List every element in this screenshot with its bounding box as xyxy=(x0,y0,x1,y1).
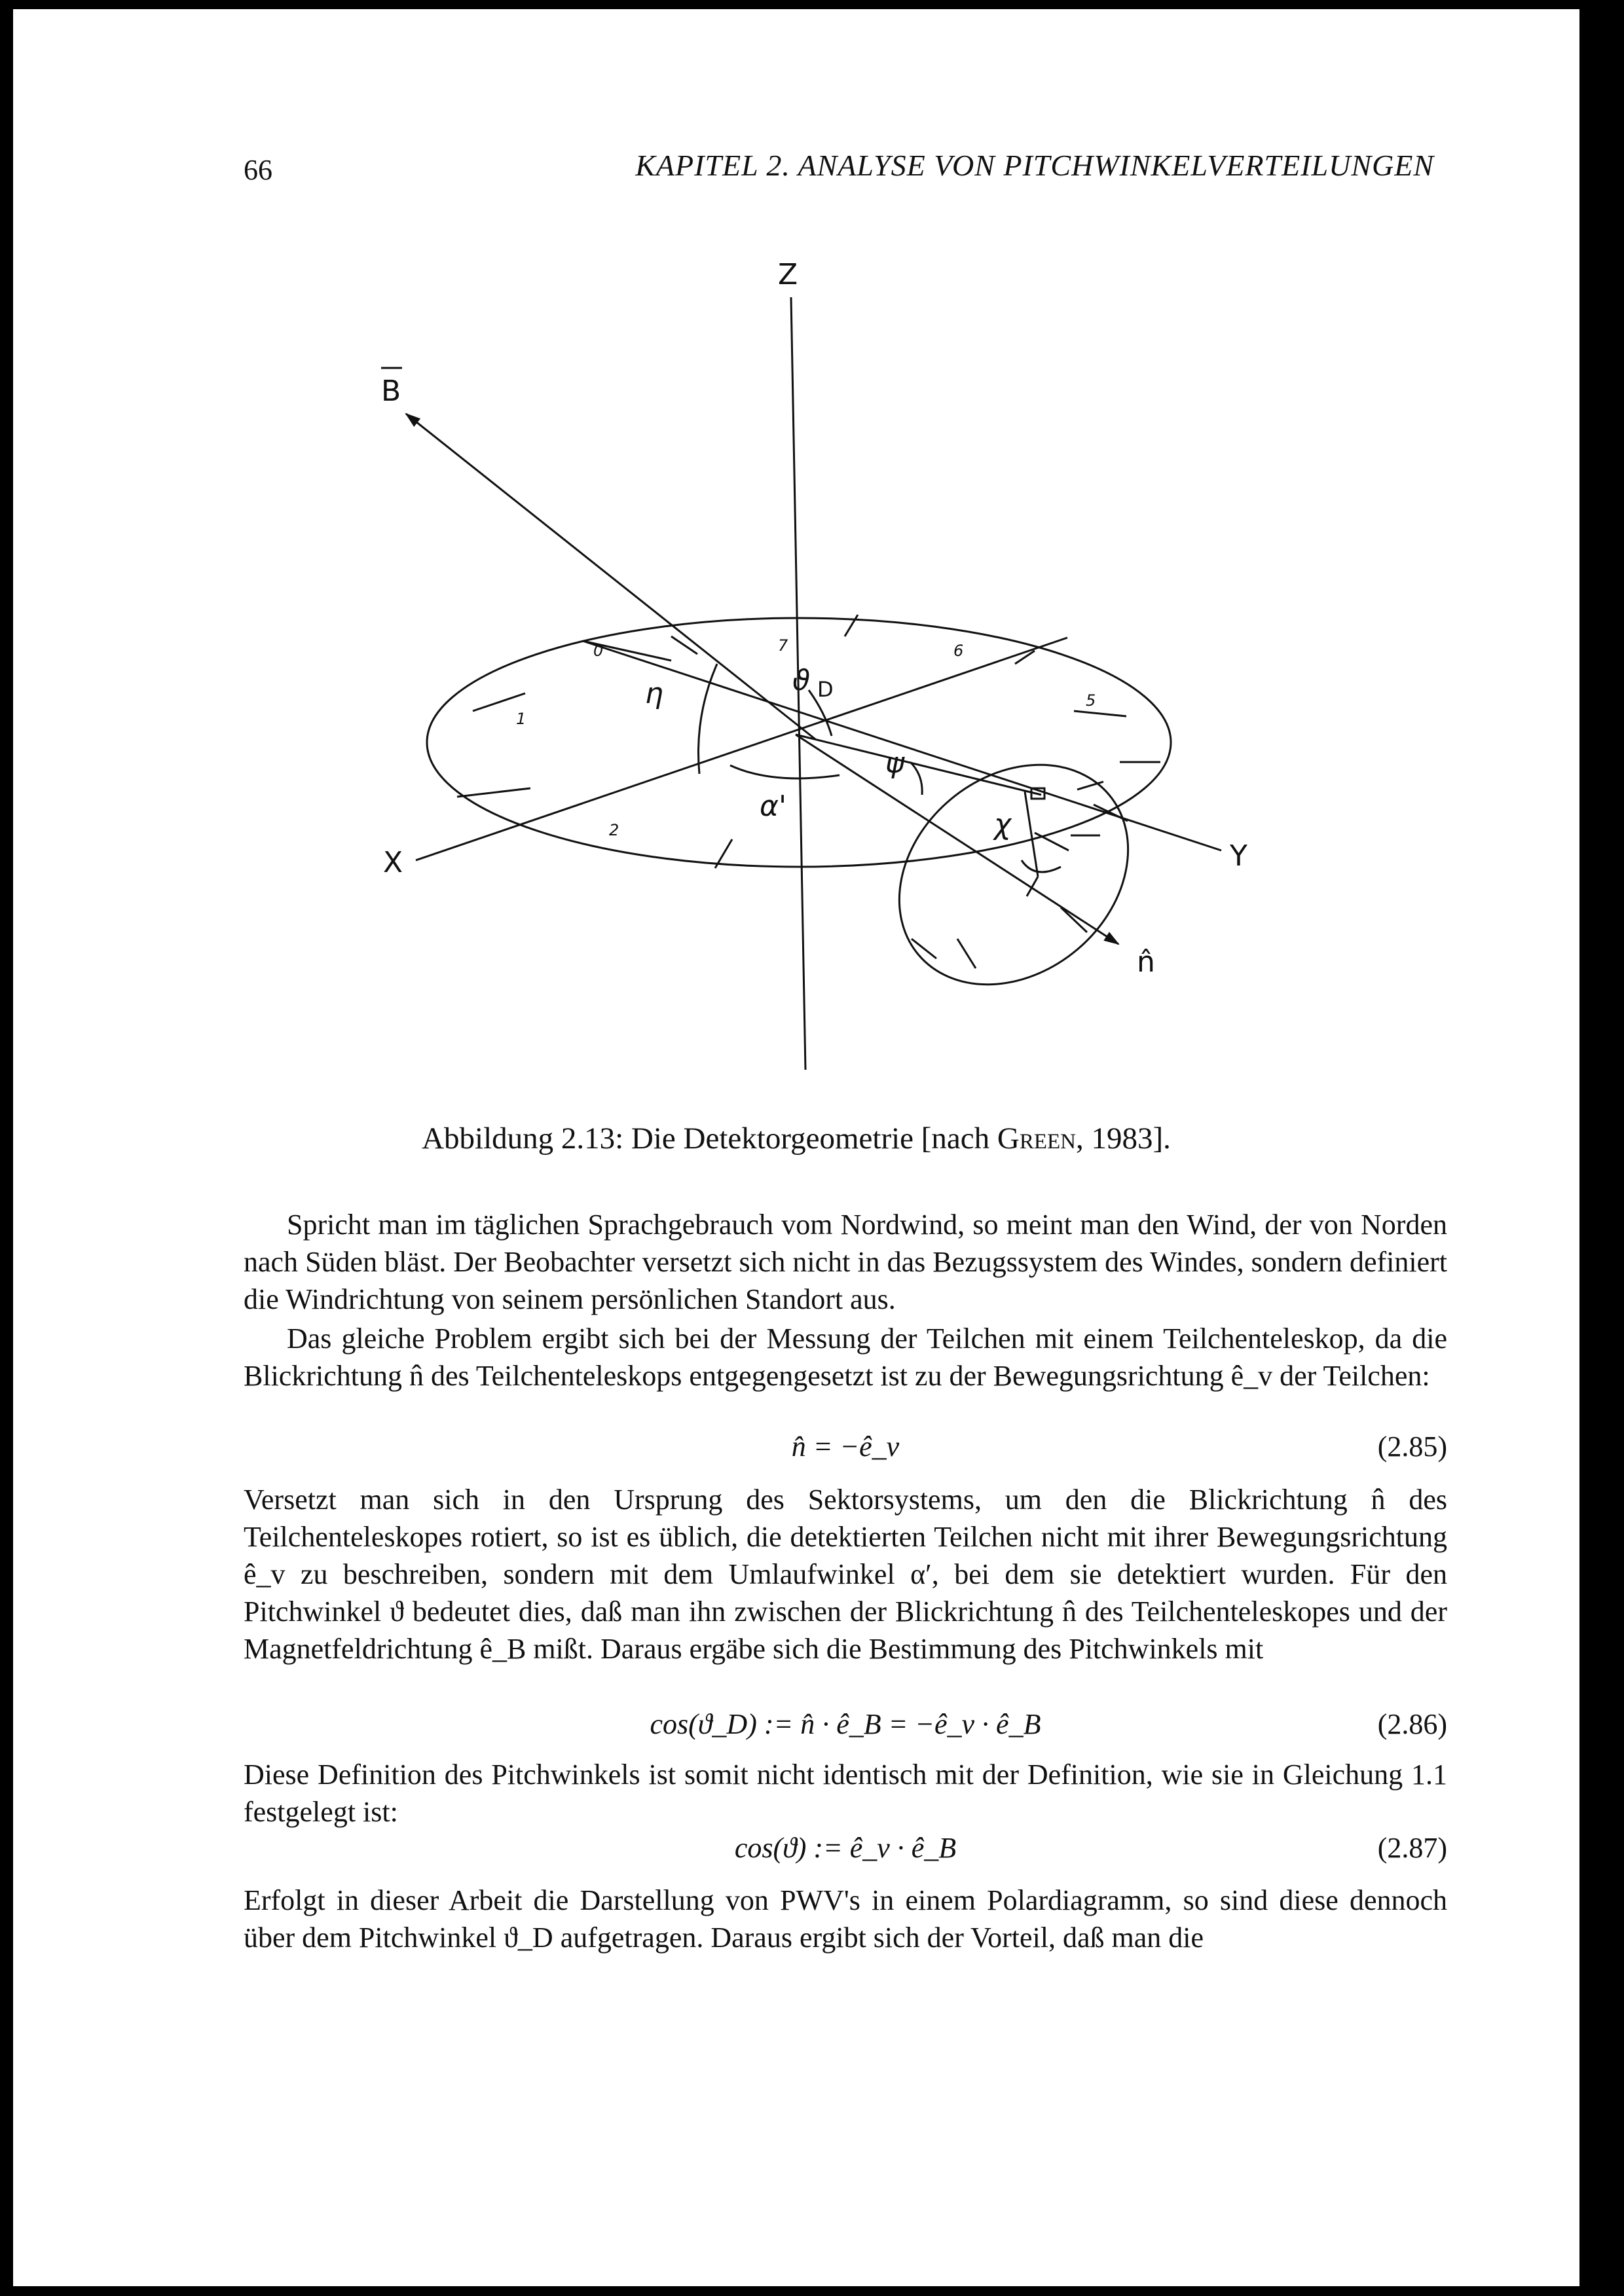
alpha-arc xyxy=(730,765,840,778)
page-number: 66 xyxy=(244,154,272,186)
y-label: Y xyxy=(1230,839,1247,873)
z-label: Z xyxy=(778,258,798,291)
psi-arc xyxy=(910,762,922,795)
figure-caption: Abbildung 2.13: Die Detektorgeometrie [nach Green, 1983]. xyxy=(422,1121,1171,1156)
sector-number: 1 xyxy=(516,710,526,728)
equation-number: (2.86) xyxy=(1377,1708,1447,1740)
eta-label: η xyxy=(645,677,663,710)
b-label: B xyxy=(381,374,401,408)
sector-number: 6 xyxy=(953,642,964,660)
paragraph: Versetzt man sich in den Ursprung des Sektorsystems, um den die Blickrichtung n̂ des Teilchenteleskopes rotiert, so ist es üblich, die detektierten Teilchen nicht mit ihrer Bewegungsrichtung ê_v zu beschreiben, sondern mit dem Umlaufwinkel α′, bei dem sie detektiert wurden. Für den Pitchwinkel ϑ bedeutet dies, daß man ihn zwischen der Blickrichtung n̂ des Teilchenteleskopes und der Magnetfeldrichtung ê_B mißt. Daraus ergäbe sich die Bestimmung des Pitchwinkels mit xyxy=(244,1484,1447,1665)
equation-expression: n̂ = −ê_v xyxy=(791,1430,900,1463)
caption-author: Green xyxy=(997,1121,1077,1156)
equation-expression: cos(ϑ) := ê_v · ê_B xyxy=(734,1832,957,1864)
paragraph: Diese Definition des Pitchwinkels ist somit nicht identisch mit der Definition, wie sie in Gleichung 1.1 festgelegt ist: xyxy=(244,1758,1447,1828)
detector-line xyxy=(796,735,1041,795)
chapter-title: KAPITEL 2. ANALYSE VON PITCHWINKELVERTEILUNGEN xyxy=(635,149,1434,182)
psi-label: ψ xyxy=(885,746,905,780)
equation-number: (2.87) xyxy=(1377,1832,1447,1864)
detector-geometry-figure xyxy=(13,9,1579,1116)
alpha-label: α' xyxy=(760,790,787,823)
paragraph: Spricht man im täglichen Sprachgebrauch vom Nordwind, so meint man den Wind, der von Norden nach Süden bläst. Der Beobachter versetzt sich nicht in das Bezugssystem des Windes, sondern definiert die Windrichtung von seinem persönlichen Standort aus. xyxy=(244,1209,1447,1315)
page xyxy=(13,9,1579,2286)
x-axis xyxy=(416,638,1067,860)
sector-number: 5 xyxy=(1086,691,1096,710)
sector-number: 2 xyxy=(609,821,619,839)
equation-number: (2.85) xyxy=(1377,1430,1447,1463)
equation-2-86 xyxy=(244,1707,1447,1740)
x-label: X xyxy=(383,846,403,879)
paragraph: Erfolgt in dieser Arbeit die Darstellung von PWV's in einem Polardiagramm, so sind diese dennoch über dem Pitchwinkel ϑ_D aufgetragen. Daraus ergibt sich der Vorteil, daß man die xyxy=(244,1884,1447,1954)
chi-label: χ xyxy=(994,808,1012,841)
equation-2-85 xyxy=(244,1430,1447,1463)
equation-2-87 xyxy=(244,1831,1447,1864)
n-vector xyxy=(796,735,1118,944)
sector-number: 0 xyxy=(593,642,604,660)
paragraph: Das gleiche Problem ergibt sich bei der Messung der Teilchen mit einem Teilchenteleskop, da die Blickrichtung n̂ des Teilchenteleskops entgegengesetzt ist zu der Bewegungsrichtung ê_v der Teilchen: xyxy=(244,1322,1447,1392)
b-vector xyxy=(406,414,815,739)
n-label: n̂ xyxy=(1137,945,1155,979)
theta-d-subscript: D xyxy=(817,677,834,702)
theta-d-label: ϑ xyxy=(792,664,811,697)
sector-number: 7 xyxy=(778,636,788,655)
equation-expression: cos(ϑ_D) := n̂ · ê_B = −ê_v · ê_B xyxy=(650,1708,1041,1740)
